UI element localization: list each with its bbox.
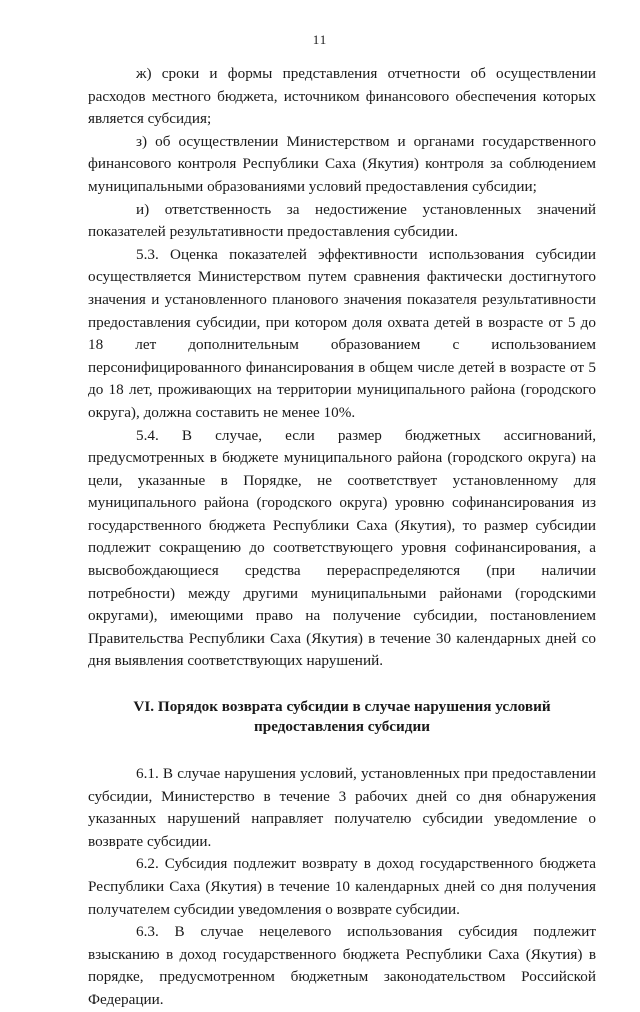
paragraph-6-2: 6.2. Субсидия подлежит возврату в доход государственного бюджета Республики Саха (Якутия) в течение 10 календарных дней со дня получения получателем субсидии уведомления о возврате субсидии. xyxy=(88,855,596,918)
paragraph-5-4: 5.4. В случае, если размер бюджетных ассигнований, предусмотренных в бюджете муниципального района (городского округа) на цели, указанные в Порядке, не соответствует установленному для муниципального района (городского округа) уровню софинансирования из государственного бюджета Республики Саха (Якутия), то размер субсидии подлежит сокращению до соответствующего уровня софинансирования, а высвобождающиеся средства перераспределяются (при наличии потребности) между другими муниципальными районами (городскими округами), имеющими право на получение субсидии, постановлением Правительства Республики Саха (Якутия) в течение 30 календарных дней со дня выявления соответствующих нарушений. xyxy=(88,426,596,670)
page-number: 11 xyxy=(312,32,328,47)
paragraph-item-i: и) ответственность за недостижение установленных значений показателей результативности предоставления субсидии. xyxy=(88,200,596,241)
paragraph-6-3: 6.3. В случае нецелевого использования субсидия подлежит взысканию в доход государственного бюджета Республики Саха (Якутия) в порядке, предусмотренном бюджетным законодательством Российской Федерации. xyxy=(88,923,596,1008)
paragraph-item-z: з) об осуществлении Министерством и органами государственного финансового контроля Республики Саха (Якутия) контроля за соблюдением муниципальными образованиями условий предоставления субсидии; xyxy=(88,132,596,195)
section-heading xyxy=(88,697,596,737)
section-heading-line-2: предоставления субсидии xyxy=(254,718,430,736)
paragraph-5-3: 5.3. Оценка показателей эффективности использования субсидии осуществляется Министерством путем сравнения фактически достигнутого значения и установленного планового значения показателя результативности предоставления субсидии, при котором доля охвата детей в возрасте от 5 до 18 лет дополнительным образованием с использованием персонифицированного финансирования в общем числе детей в возрасте от 5 до 18 лет, проживающих на территории муниципального района (городского округа), должна составить не менее 10%. xyxy=(88,245,596,421)
section-heading-line-1: VI. Порядок возврата субсидии в случае нарушения условий xyxy=(133,698,551,716)
paragraph-item-zh: ж) сроки и формы представления отчетности об осуществлении расходов местного бюджета, источником финансового обеспечения которых является субсидия; xyxy=(88,65,596,128)
paragraph-6-1: 6.1. В случае нарушения условий, установленных при предоставлении субсидии, Министерство в течение 3 рабочих дней со дня обнаружения указанных нарушений направляет получателю субсидии уведомление о возврате субсидии. xyxy=(88,765,596,850)
document-body xyxy=(88,63,596,1012)
